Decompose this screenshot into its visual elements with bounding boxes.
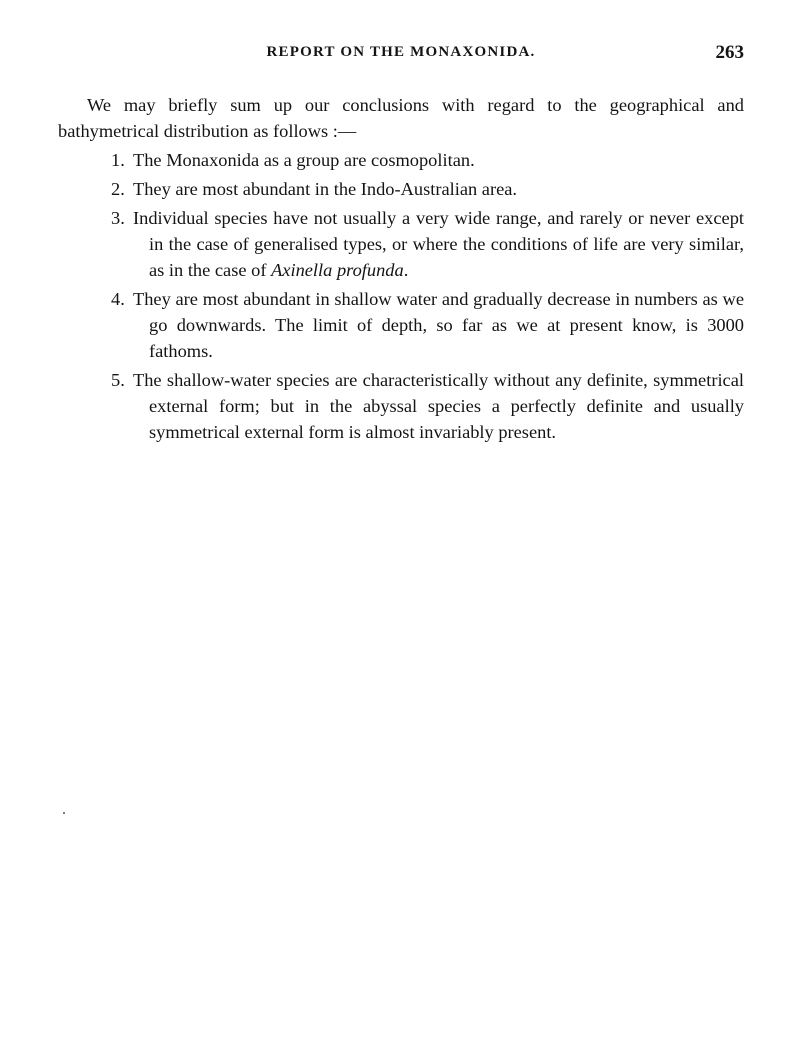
body-text bbox=[58, 92, 744, 445]
conclusion-text: They are most abundant in the Indo-Australian area. bbox=[133, 179, 518, 199]
conclusion-text: Individual species have not usually a very wide range, and rarely or never except in the case of generalised types, or where the conditions of life are very similar, as in the case of bbox=[133, 208, 744, 280]
conclusion-number: 2. bbox=[111, 179, 125, 199]
conclusion-text: The shallow-water species are characteristically without any definite, symmetrical external form; but in the abyssal species a perfectly definite and usually symmetrical external form is almost invariably present. bbox=[133, 370, 744, 442]
conclusion-number: 1. bbox=[111, 150, 125, 170]
running-title: REPORT ON THE MONAXONIDA. bbox=[266, 44, 536, 60]
ink-speck bbox=[63, 812, 65, 814]
conclusion-item bbox=[58, 205, 744, 283]
species-name: Axinella profunda bbox=[271, 260, 404, 280]
conclusion-number: 4. bbox=[111, 289, 125, 309]
conclusion-number: 3. bbox=[111, 208, 125, 228]
conclusion-text-wrapper bbox=[133, 205, 744, 283]
page-number: 263 bbox=[715, 42, 744, 63]
conclusion-text: They are most abundant in shallow water and gradually decrease in numbers as we go downwards. The limit of depth, so far as we at present know, is 3000 fathoms. bbox=[133, 289, 744, 361]
intro-paragraph: We may briefly sum up our conclusions with regard to the geographical and bathymetrical distribution as follows :— bbox=[58, 95, 744, 141]
conclusion-item bbox=[58, 286, 744, 364]
conclusion-item bbox=[58, 147, 744, 173]
conclusion-text: The Monaxonida as a group are cosmopolitan. bbox=[133, 150, 475, 170]
conclusion-item bbox=[58, 367, 744, 445]
conclusion-number: 5. bbox=[111, 370, 125, 390]
running-head bbox=[58, 44, 744, 70]
conclusion-item bbox=[58, 176, 744, 202]
conclusions-list bbox=[58, 147, 744, 445]
conclusion-text-end: . bbox=[403, 260, 409, 280]
